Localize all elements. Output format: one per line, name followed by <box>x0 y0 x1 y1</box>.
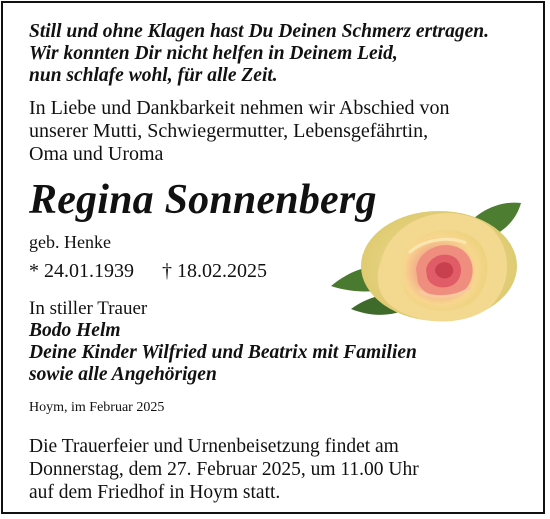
poem-line: nun schlafe wohl, für alle Zeit. <box>29 65 278 86</box>
funeral-line: Die Trauerfeier und Urnenbeisetzung findet am <box>29 436 399 457</box>
funeral-info <box>29 435 419 504</box>
funeral-line: Donnerstag, dem 27. Februar 2025, um 11.00 Uhr <box>29 459 419 480</box>
poem-line: Wir konnten Dir nicht helfen in Deinem Leid, <box>29 43 398 64</box>
poem-line: Still und ohne Klagen hast Du Deinen Schmerz ertragen. <box>29 21 489 42</box>
mourner-line: sowie alle Angehörigen <box>29 364 217 385</box>
mourners <box>29 298 417 386</box>
farewell-line: In Liebe und Dankbarkeit nehmen wir Abschied von <box>29 97 450 119</box>
deceased-name: Regina Sonnenberg <box>29 177 377 223</box>
maiden-name: geb. Henke <box>29 232 111 252</box>
obituary-notice <box>1 1 545 514</box>
death-date: † 18.02.2025 <box>162 260 267 282</box>
place-date: Hoym, im Februar 2025 <box>29 400 165 415</box>
poem <box>29 21 489 87</box>
funeral-line: auf dem Friedhof in Hoym statt. <box>29 482 281 503</box>
mourner-line: Bodo Helm <box>29 320 121 341</box>
birth-date: * 24.01.1939 <box>29 260 134 282</box>
mourners-intro: In stiller Trauer <box>29 298 148 319</box>
mourner-line: Deine Kinder Wilfried und Beatrix mit Familien <box>29 342 417 363</box>
farewell-line: Oma und Uroma <box>29 143 164 165</box>
farewell-line: unserer Mutti, Schwiegermutter, Lebensgefährtin, <box>29 120 429 142</box>
life-dates <box>29 259 267 283</box>
farewell-text <box>29 97 449 166</box>
